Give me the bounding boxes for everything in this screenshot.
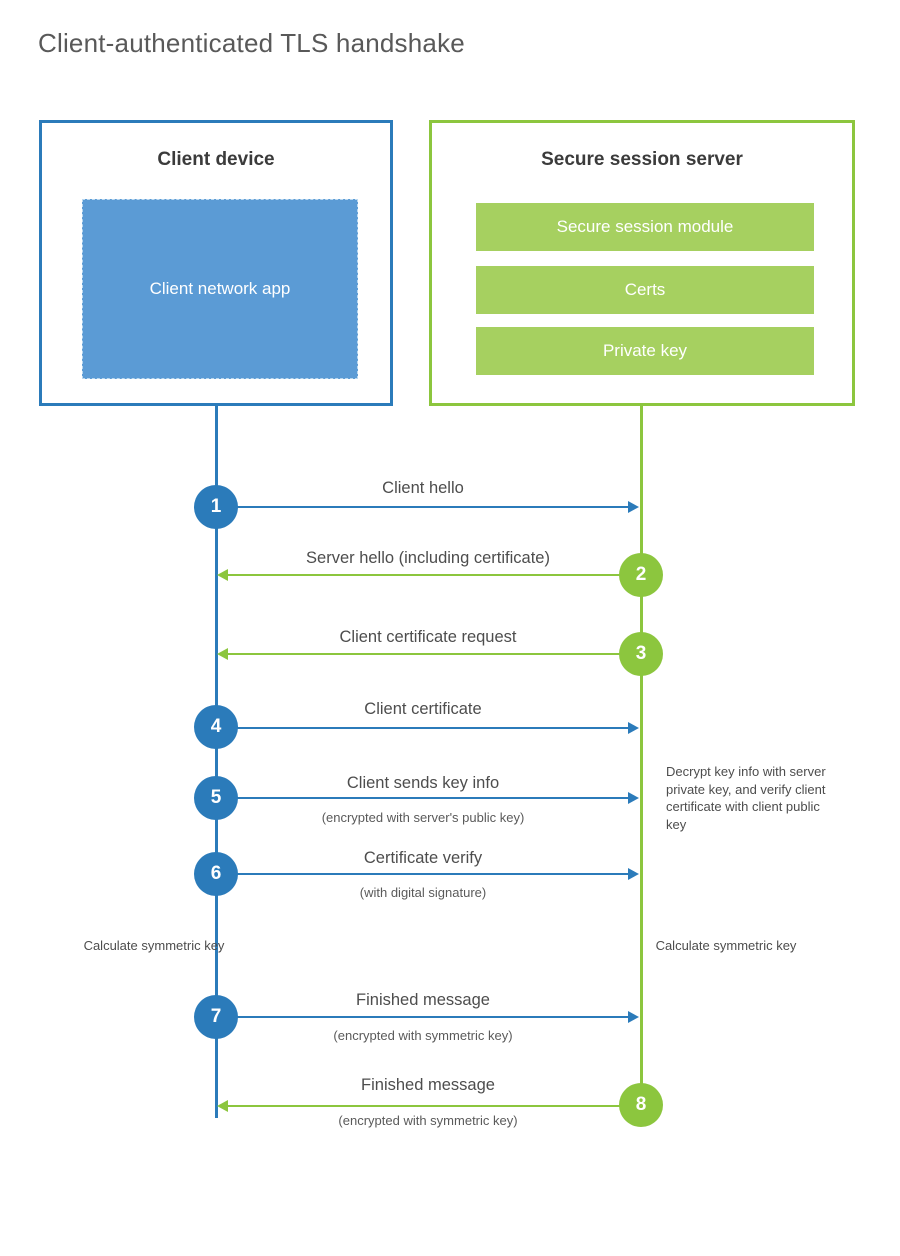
client-device-title: Client device: [157, 149, 275, 170]
arrowhead-icon: [217, 569, 228, 581]
step-badge-3: 3: [619, 632, 663, 676]
label-step-1: Client hello: [382, 479, 464, 497]
label-step-4: Client certificate: [364, 700, 482, 718]
arrowhead-icon: [628, 868, 639, 880]
arrowhead-icon: [628, 501, 639, 513]
arrow-step-5: [217, 797, 629, 799]
server-module-block: Secure session module: [476, 203, 814, 251]
server-certs-block: Certs: [476, 266, 814, 314]
arrowhead-icon: [217, 1100, 228, 1112]
step-badge-1: 1: [194, 485, 238, 529]
label-step-2: Server hello (including certificate): [306, 549, 550, 567]
arrowhead-icon: [217, 648, 228, 660]
arrow-step-7: [217, 1016, 629, 1018]
step-badge-8: 8: [619, 1083, 663, 1127]
server-private-key-block: Private key: [476, 327, 814, 375]
arrow-step-2: [227, 574, 629, 576]
step-badge-5: 5: [194, 776, 238, 820]
secure-session-server-box: [429, 120, 855, 406]
client-network-app-block: Client network app: [82, 199, 358, 379]
note-server-decrypt: Decrypt key info with server private key, and verify client certificate with client public key: [666, 764, 826, 832]
sublabel-step-6: (with digital signature): [359, 885, 487, 900]
label-step-5: Client sends key info: [346, 774, 500, 792]
sublabel-step-5: (encrypted with server's public key): [321, 810, 525, 825]
note-server-calculate-key: Calculate symmetric key: [655, 938, 797, 953]
client-device-box: [39, 120, 393, 406]
arrow-step-3: [227, 653, 629, 655]
label-step-8: Finished message: [361, 1076, 495, 1094]
label-step-6: Certificate verify: [363, 849, 483, 867]
arrowhead-icon: [628, 792, 639, 804]
page-title: Client-authenticated TLS handshake: [38, 28, 465, 58]
arrow-step-1: [217, 506, 629, 508]
secure-session-server-title: Secure session server: [541, 149, 743, 170]
sublabel-step-8: (encrypted with symmetric key): [338, 1113, 518, 1128]
label-step-3: Client certificate request: [339, 628, 517, 646]
step-badge-2: 2: [619, 553, 663, 597]
server-lifeline: [640, 406, 643, 1106]
step-badge-4: 4: [194, 705, 238, 749]
label-step-7: Finished message: [356, 991, 490, 1009]
arrow-step-6: [217, 873, 629, 875]
arrow-step-4: [217, 727, 629, 729]
arrowhead-icon: [628, 1011, 639, 1023]
note-client-calculate-key: Calculate symmetric key: [83, 938, 225, 953]
step-badge-6: 6: [194, 852, 238, 896]
arrow-step-8: [227, 1105, 629, 1107]
sublabel-step-7: (encrypted with symmetric key): [333, 1028, 513, 1043]
arrowhead-icon: [628, 722, 639, 734]
step-badge-7: 7: [194, 995, 238, 1039]
